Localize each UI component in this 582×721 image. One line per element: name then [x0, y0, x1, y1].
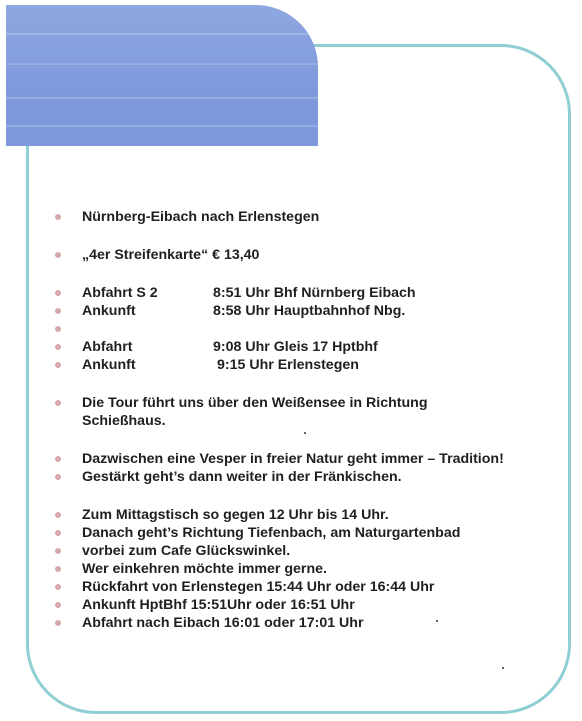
departure-1-label: Abfahrt S 2	[82, 285, 158, 301]
bullet-icon	[55, 620, 61, 626]
speck-mark	[304, 432, 306, 434]
bullet-icon	[55, 530, 61, 536]
blue-header-tab	[6, 5, 318, 146]
vesper-text: Dazwischen eine Vesper in freier Natur geht immer – Tradition!	[82, 451, 504, 467]
list-item-departure-2	[52, 338, 562, 356]
list-item-arrival-1	[52, 302, 562, 320]
speck-mark	[502, 667, 504, 669]
bullet-icon	[55, 326, 61, 332]
bullet-icon	[55, 548, 61, 554]
list-item-departure-1	[52, 284, 562, 302]
return-text: Rückfahrt von Erlenstegen 15:44 Uhr oder 16:44 Uhr	[82, 579, 435, 595]
arrival-2-label: Ankunft	[82, 357, 136, 373]
arrival-1-label: Ankunft	[82, 303, 136, 319]
tour-text: Die Tour führt uns über den Weißensee in Richtung Schießhaus.	[82, 395, 428, 429]
bullet-icon	[55, 400, 61, 406]
bullet-icon	[55, 308, 61, 314]
list-item-then	[52, 524, 562, 542]
list-item-return	[52, 578, 562, 596]
then-text: Danach geht’s Richtung Tiefenbach, am Naturgartenbad	[82, 525, 461, 541]
list-item-past	[52, 542, 562, 560]
bullet-icon	[55, 566, 61, 572]
arrival-2-value: 9:15 Uhr Erlenstegen	[217, 357, 359, 373]
bullet-icon	[55, 252, 61, 258]
bullet-icon	[55, 512, 61, 518]
strengthened-text: Gestärkt geht’s dann weiter in der Fränkischen.	[82, 469, 402, 485]
departure-2-label: Abfahrt	[82, 339, 133, 355]
bullet-icon	[55, 456, 61, 462]
list-item-ticket	[52, 246, 562, 264]
bullet-icon	[55, 290, 61, 296]
ticket-text: „4er Streifenkarte“ € 13,40	[82, 247, 260, 263]
bullet-icon	[55, 474, 61, 480]
bullet-icon	[55, 362, 61, 368]
list-item-tour	[52, 394, 482, 430]
itinerary-list	[52, 208, 562, 632]
bullet-icon	[55, 602, 61, 608]
list-item-strengthened	[52, 468, 562, 486]
lunch-text: Zum Mittagstisch so gegen 12 Uhr bis 14 Uhr.	[82, 507, 389, 523]
list-item-arrival	[52, 596, 562, 614]
departure-2-value: 9:08 Uhr Gleis 17 Hptbhf	[213, 339, 378, 355]
arrival-text: Ankunft HptBhf 15:51Uhr oder 16:51 Uhr	[82, 597, 355, 613]
bullet-icon	[55, 584, 61, 590]
list-item-stop	[52, 560, 562, 578]
departure-text: Abfahrt nach Eibach 16:01 oder 17:01 Uhr	[82, 615, 364, 631]
list-item-lunch	[52, 506, 562, 524]
bullet-icon	[55, 214, 61, 220]
list-item-empty	[52, 320, 562, 338]
past-text: vorbei zum Cafe Glückswinkel.	[82, 543, 291, 559]
speck-mark	[436, 620, 438, 622]
arrival-1-value: 8:58 Uhr Hauptbahnhof Nbg.	[213, 303, 406, 319]
stop-text: Wer einkehren möchte immer gerne.	[82, 561, 327, 577]
bullet-icon	[55, 344, 61, 350]
list-item-vesper	[52, 450, 562, 468]
list-item-arrival-2	[52, 356, 562, 374]
departure-1-value: 8:51 Uhr Bhf Nürnberg Eibach	[213, 285, 416, 301]
list-item-departure	[52, 614, 562, 632]
route-text: Nürnberg-Eibach nach Erlenstegen	[82, 209, 320, 225]
list-item-route	[52, 208, 562, 226]
